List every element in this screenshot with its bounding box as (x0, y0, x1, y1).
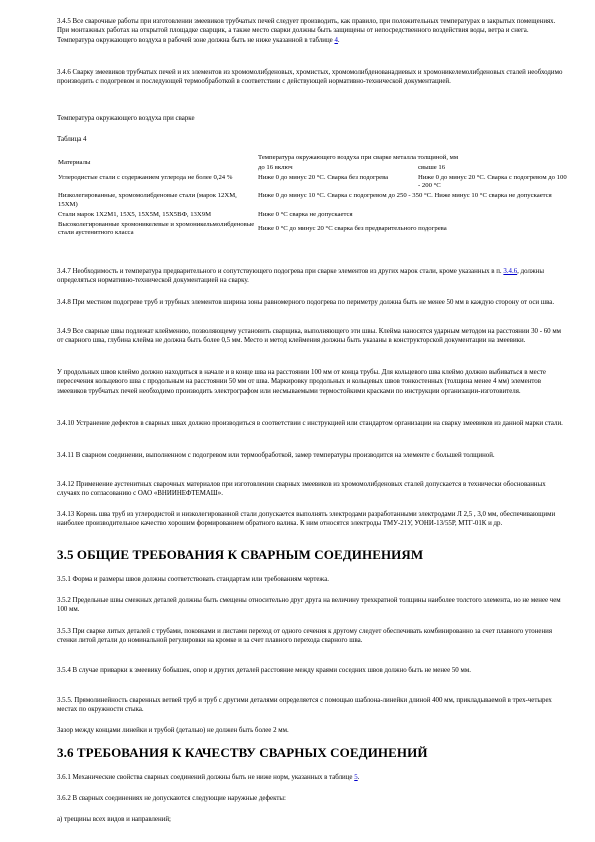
air-temperature-title: Температура окружающего воздуха при сварке (57, 115, 195, 122)
section-3-4-6-link[interactable]: 3.4.6 (503, 268, 518, 275)
table-row (57, 210, 569, 220)
paragraph-3-6-1 (57, 773, 567, 782)
section-heading-3-6: 3.6 ТРЕБОВАНИЯ К КАЧЕСТВУ СВАРНЫХ СОЕДИНЕНИЙ (57, 745, 428, 760)
header-temperature: Температура окружающего воздуха при сварке металла толщиной, мм (258, 153, 459, 161)
row-over-16: Ниже 0 до минус 20 °С. Сварка с подогревом до 100 - 200 °С (418, 173, 567, 190)
paragraph-3-4-9-continued: У продольных швов клеймо должно находиться в начале и в конце шва на расстоянии 100 мм от конца трубы. Для кольцевого шва клеймо должно выбиваться в месте пересечения кольцевого шва с продольным на расстоянии 50 мм от шва. Маркировку продольных и кольцевых швов тонкостенных (толщина менее 4 мм) элементов змеевиков трубчатых печей необходимо производить электрографом или несмываемыми термостойкими красками по инструкции организации-изготовителя. (57, 369, 546, 395)
row-temperature-condition: Ниже 0 °С до минус 20 °С сварка без предварительного подогрева (258, 225, 447, 233)
paragraph-3-5-1: 3.5.1 Форма и размеры швов должны соответствовать стандартам или требованиям чертежа. (57, 576, 329, 583)
paragraph-3-5-4: 3.5.4 В случае приварки к змеевику бобышек, опор и других деталей расстояние между краями соседних швов должно быть не менее 50 мм. (57, 667, 471, 674)
paragraph-text-end: . (357, 774, 360, 781)
row-material: Углеродистые стали с содержанием углерода не более 0,24 % (58, 173, 233, 181)
table-caption: Таблица 4 (57, 136, 87, 143)
header-materials: Материалы (58, 158, 91, 166)
paragraph-3-5-2: 3.5.2 Предельные швы смежных деталей должны быть смещены относительно друг друга на величину трехкратной толщины наиболее толстого элемента, но не менее чем 100 мм. (57, 597, 561, 614)
paragraph-3-6-2: 3.6.2 В сварных соединениях не допускаются следующие наружные дефекты: (57, 795, 286, 802)
table-4 (57, 153, 569, 239)
paragraph-3-4-5 (57, 17, 567, 45)
paragraph-3-4-6: 3.4.6 Сварку змеевиков трубчатых печей и их элементов из хромомолибденовых, хромистых, хромомолибденованадиевых и хромоникелемолибденовых сталей необходимо производить с подогревом и последующей термообработкой в соответствии с действующей нормативно-технической документацией. (57, 69, 563, 86)
table-row (57, 192, 569, 211)
paragraph-3-4-10: 3.4.10 Устранение дефектов в сварных швах должно производиться в соответствии с инструкцией или стандартом организации на сварку змеевиков из данной марки стали. (57, 420, 563, 427)
subheader-over-16: свыше 16 (418, 163, 446, 171)
paragraph-text: 3.4.5 Все сварочные работы при изготовлении змеевиков трубчатых печей следует производить, как правило, при положительных температурах в закрытых помещениях. При монтажных работах на открытой площадке сварщик, а также место сварки должны быть защищены от непосредственного воздействия воды, ветра и снега. Температура окружающего воздуха в рабочей зоне должна быть не ниже указанной в таблице (57, 18, 556, 44)
table-row (57, 173, 569, 192)
row-temperature-condition: Ниже 0 до минус 10 °С. Сварка с подогревом до 250 - 350 °С. Ниже минус 10 °С сварка не допускается (258, 192, 552, 200)
paragraph-3-4-11: 3.4.11 В сварном соединении, выполненном с подогревом или термообработкой, замер температуры производится на элементе с большей толщиной. (57, 452, 495, 459)
paragraph-3-5-3: 3.5.3 При сварке литых деталей с трубами, поковками и листами переход от одного сечения к другому следует обеспечивать комбинированно за счет плавного утонения стенки литой детали до номинальной регулировки на кромке и за счет плавного перехода сварного шва. (57, 628, 552, 645)
table-row (57, 220, 569, 239)
paragraph-3-5-5-continued: Зазор между концами линейки и трубой (деталью) не должен быть более 2 мм. (57, 727, 289, 734)
subheader-upto-16: до 16 включ (258, 163, 293, 171)
row-material: Низколегированные, хромомолибденовые стали (марок 12ХМ, 15ХМ) (58, 192, 237, 208)
paragraph-3-5-5: 3.5.5. Прямолинейность сваренных ветвей труб и труб с другими деталями определяется с помощью шаблона-линейки длиной 400 мм, прикладываемой в трех-четырех местах по окружности стыка. (57, 697, 552, 714)
table-4-link[interactable]: 4 (334, 36, 338, 44)
row-upto-16: Ниже 0 до минус 20 °С. Сварка без подогрева (258, 173, 389, 181)
paragraph-text: 3.4.7 Необходимость и температура предварительного и сопутствующего подогрева при сварке элементов из других марок стали, кроме указанных в п. (57, 268, 502, 275)
paragraph-3-4-13: 3.4.13 Корень шва труб из углеродистой и низколегированной стали допускается выполнять электродами разработанными электродами Л 2,5 , 3,0 мм, обеспечивающими наиболее производительное качество хорошим формированием обратного валика. К ним относятся электроды ТМУ-21У, УОНИ-13/55Р, МТГ-01К и др. (57, 511, 556, 528)
table-5-link[interactable]: 5 (354, 774, 358, 781)
row-temperature-condition: Ниже 0 °С сварка не допускается (258, 210, 353, 218)
paragraph-3-4-7 (57, 267, 567, 286)
paragraph-3-6-2-a: а) трещины всех видов и направлений; (57, 816, 171, 823)
section-heading-3-5: 3.5 ОБЩИЕ ТРЕБОВАНИЯ К СВАРНЫМ СОЕДИНЕНИЯМ (57, 547, 424, 562)
paragraph-3-4-9: 3.4.9 Все сварные швы подлежат клеймению, позволяющему установить сварщика, выполняющего эти швы. Клейма наносятся ударным методом на расстоянии 30 - 60 мм от сварного шва, глубина клейма не должна быть более 0,5 мм. Место и метод клеймения должны быть указаны в конструкторской документации на змеевики. (57, 328, 562, 345)
paragraph-3-4-8: 3.4.8 При местном подогреве труб и трубных элементов ширина зоны равномерного подогрева по периметру должна быть не менее 50 мм в каждую сторону от оси шва. (57, 299, 555, 306)
table-header-row (57, 153, 569, 163)
paragraph-3-4-12: 3.4.12 Применение аустенитных сварочных материалов при изготовлении сварных змеевиков из хромомолибденовых сталей допускается в технически обоснованных случаях по согласованию с ОАО «ВНИИНЕФТЕМАШ». (57, 481, 546, 498)
paragraph-text-end: . (337, 36, 340, 44)
paragraph-text: 3.6.1 Механические свойства сварных соединений должны быть не ниже норм, указанных в таблице (57, 774, 353, 781)
row-material: Высоколегированные хромоникелевые и хромоникельмолибденовые стали аустенитного класса (58, 220, 255, 237)
paragraph-text-end: , должны определяться нормативно-технической документацией на сварку. (57, 268, 544, 285)
row-material: Стали марок 1Х2М1, 15Х5, 15Х5М, 15Х5ВФ, 13Х9М (58, 210, 212, 218)
